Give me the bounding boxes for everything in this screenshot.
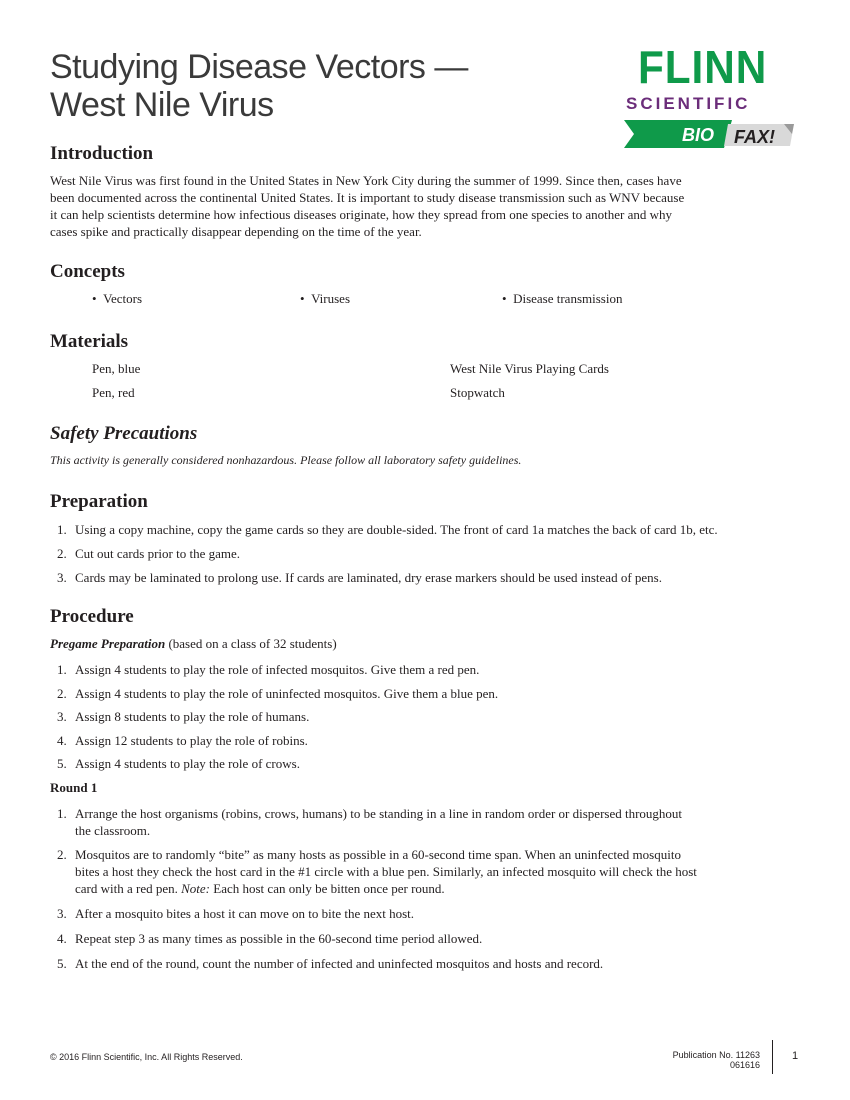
- introduction-paragraph: [50, 172, 790, 240]
- step-number: 4.: [57, 733, 67, 748]
- pregame-step: Assign 4 students to play the role of infected mosquitos. Give them a red pen.: [75, 662, 480, 677]
- material-item: Pen, blue: [92, 361, 141, 376]
- note-label: Note:: [181, 881, 211, 896]
- round-step-line: Mosquitos are to randomly “bite” as many hosts as possible in a 60-second time span. When an uninfected mosquito: [75, 847, 681, 862]
- introduction-line: been documented across the continental United States. It is important to study disease transmission such as WNV because: [50, 190, 685, 205]
- preparation-step: Cut out cards prior to the game.: [75, 546, 240, 561]
- round-step-line: Arrange the host organisms (robins, crows, humans) to be standing in a line in random order or dispersed throughout: [75, 806, 683, 821]
- page-title: [50, 48, 468, 124]
- material-item: Stopwatch: [450, 385, 505, 400]
- step-number: 4.: [57, 931, 67, 946]
- step-number: 2.: [57, 546, 67, 561]
- publication-code: 061616: [729, 1060, 760, 1070]
- flinn-scientific-logo: [624, 41, 804, 152]
- pregame-step: Assign 12 students to play the role of robins.: [75, 733, 308, 748]
- introduction-heading: Introduction: [50, 143, 154, 164]
- step-number: 5.: [57, 756, 67, 771]
- logo-scientific-text: SCIENTIFIC: [626, 94, 751, 113]
- introduction-line: it can help scientists determine how infectious diseases originate, how they spread from one species to another and why: [50, 207, 673, 222]
- round-step-text: card with a red pen.: [75, 881, 182, 896]
- round-step: After a mosquito bites a host it can move on to bite the next host.: [75, 906, 415, 921]
- concept-item: • Disease transmission: [502, 291, 623, 306]
- step-number: 2.: [57, 686, 67, 701]
- footer-copyright: © 2016 Flinn Scientific, Inc. All Rights Reserved.: [50, 1052, 243, 1062]
- introduction-line: West Nile Virus was first found in the United States in New York City during the summer of 1999. Since then, cases have: [50, 173, 682, 188]
- page-number: 1: [792, 1050, 799, 1062]
- round-step: Repeat step 3 as many times as possible in the 60-second time period allowed.: [75, 931, 483, 946]
- material-item: West Nile Virus Playing Cards: [450, 361, 609, 376]
- round-step-line: bites a host they check the host card in the #1 circle with a blue pen. Similarly, an infected mosquito will check the host: [75, 864, 697, 879]
- step-number: 1.: [57, 662, 67, 677]
- concept-item: • Vectors: [92, 291, 143, 306]
- round-step-line: the classroom.: [75, 823, 151, 838]
- safety-heading: Safety Precautions: [50, 423, 198, 444]
- pregame-note: (based on a class of 32 students): [165, 636, 337, 651]
- preparation-step: Cards may be laminated to prolong use. If cards are laminated, dry erase markers should be used instead of pens.: [75, 570, 662, 585]
- step-number: 3.: [57, 570, 67, 585]
- pregame-subheading: [50, 635, 337, 652]
- introduction-line: cases spike and practically disappear depending on the time of the year.: [50, 224, 422, 239]
- logo-fax-text: FAX!: [734, 127, 776, 147]
- preparation-heading: Preparation: [50, 491, 148, 512]
- step-number: 3.: [57, 709, 67, 724]
- step-number: 1.: [57, 522, 67, 537]
- procedure-heading: Procedure: [50, 606, 134, 627]
- title-line-1: Studying Disease Vectors —: [50, 48, 468, 86]
- round-step: [75, 805, 682, 839]
- round-step: [75, 846, 697, 897]
- concept-label: Viruses: [311, 291, 350, 306]
- title-line-2: West Nile Virus: [50, 86, 274, 124]
- round-step-line: [75, 880, 697, 897]
- round-step: At the end of the round, count the number of infected and uninfected mosquitos and hosts and record.: [75, 956, 604, 971]
- pregame-step: Assign 4 students to play the role of crows.: [75, 756, 300, 771]
- footer-publication: [640, 1050, 760, 1070]
- material-item: Pen, red: [92, 385, 135, 400]
- pregame-step: Assign 4 students to play the role of uninfected mosquitos. Give them a blue pen.: [75, 686, 499, 701]
- footer-divider: [772, 1040, 773, 1074]
- step-number: 1.: [57, 806, 67, 821]
- publication-number: Publication No. 11263: [672, 1050, 760, 1060]
- safety-text: This activity is generally considered nonhazardous. Please follow all laboratory safety guidelines.: [50, 453, 522, 467]
- biofax-banner-icon: [624, 118, 794, 148]
- step-number: 2.: [57, 847, 67, 862]
- step-number: 5.: [57, 956, 67, 971]
- concept-item: • Viruses: [300, 291, 350, 306]
- step-number: 3.: [57, 906, 67, 921]
- logo-bio-text: BIO: [682, 125, 715, 145]
- concepts-heading: Concepts: [50, 261, 125, 282]
- concept-label: Disease transmission: [513, 291, 623, 306]
- round-step-text: Each host can only be bitten once per round.: [210, 881, 445, 896]
- preparation-step: Using a copy machine, copy the game cards so they are double-sided. The front of card 1a matches the back of card 1b, etc.: [75, 522, 718, 537]
- concept-label: Vectors: [103, 291, 143, 306]
- pregame-label: Pregame Preparation: [50, 636, 166, 651]
- pregame-step: Assign 8 students to play the role of humans.: [75, 709, 310, 724]
- logo-flinn-text: FLINN: [638, 41, 768, 93]
- round-1-subheading: Round 1: [50, 780, 98, 795]
- materials-heading: Materials: [50, 331, 129, 352]
